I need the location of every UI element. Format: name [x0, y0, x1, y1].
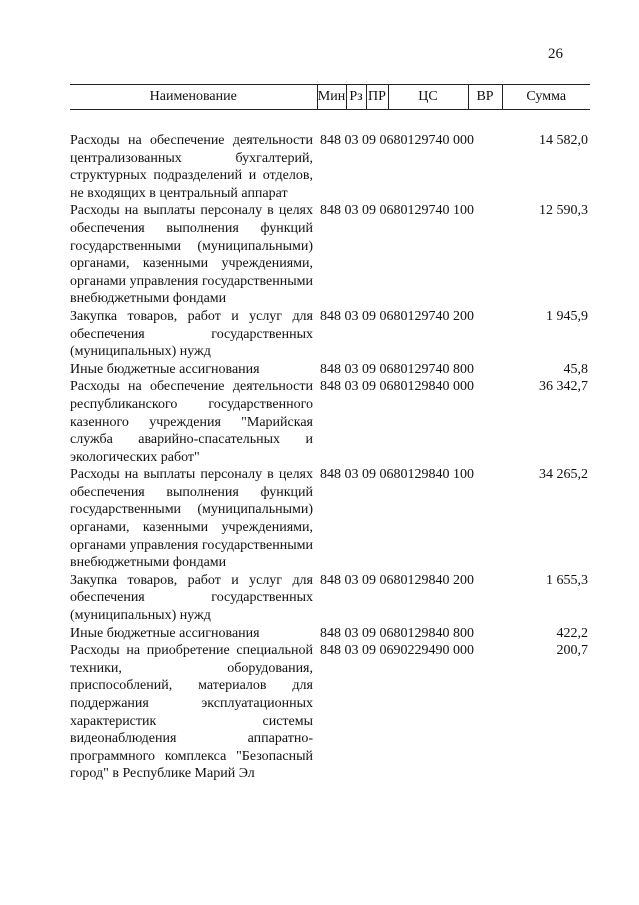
row-rz: 03	[344, 572, 359, 588]
row-sum: 1 945,9	[546, 308, 588, 324]
row-vr: 200	[453, 308, 474, 324]
row-cs: 0690229490	[379, 643, 450, 659]
row-name: Расходы на выплаты персоналу в целях обеспечения выполнения функций государственными (муниципальными) органами, казенными учреждениями, органами управления государственными внебюджетными фондами	[70, 467, 313, 571]
row-codes	[317, 572, 502, 625]
row-name: Иные бюджетные ассигнования	[70, 625, 260, 641]
budget-table	[70, 84, 590, 783]
row-sum: 14 582,0	[539, 133, 588, 148]
row-name: Расходы на приобретение специальной техники, оборудования, приспособлений, материалов для поддержания эксплуатационных характеристик системы видеонаблюдения аппаратно-программного комплекса "Безопасный город" в Республике Марий Эл	[70, 643, 313, 782]
row-codes	[317, 361, 502, 379]
row-sum: 422,2	[556, 625, 588, 641]
header-pr: ПР	[366, 85, 388, 110]
row-cs: 0680129740	[379, 308, 450, 324]
row-cs: 0680129840	[379, 379, 450, 395]
row-min: 848	[320, 133, 341, 148]
row-vr: 800	[453, 361, 474, 377]
row-rz: 03	[344, 361, 359, 377]
row-min: 848	[320, 572, 341, 588]
row-sum: 1 655,3	[546, 572, 588, 588]
row-rz: 03	[344, 625, 359, 641]
row-pr: 09	[362, 625, 376, 641]
row-cs: 0680129840	[379, 625, 450, 641]
row-vr: 100	[453, 467, 474, 483]
row-rz: 03	[344, 308, 359, 324]
row-codes	[317, 132, 502, 202]
row-min: 848	[320, 643, 341, 659]
row-name: Закупка товаров, работ и услуг для обеспечения государственных (муниципальных) нужд	[70, 572, 313, 624]
table-row	[70, 572, 590, 625]
row-pr: 09	[362, 133, 376, 148]
row-pr: 09	[362, 379, 376, 395]
row-sum: 200,7	[556, 643, 588, 659]
row-min: 848	[320, 379, 341, 395]
row-pr: 09	[362, 203, 376, 219]
row-sum: 12 590,3	[539, 203, 588, 219]
row-codes	[317, 378, 502, 466]
row-rz: 03	[344, 467, 359, 483]
row-cs: 0680129840	[379, 467, 450, 483]
table-spacer-row	[70, 110, 590, 133]
row-min: 848	[320, 361, 341, 377]
row-codes	[317, 202, 502, 308]
row-rz: 03	[344, 643, 359, 659]
header-vr: ВР	[468, 85, 502, 110]
row-min: 848	[320, 308, 341, 324]
row-min: 848	[320, 203, 341, 219]
row-name: Расходы на выплаты персоналу в целях обеспечения выполнения функций государственными (муниципальными) органами, казенными учреждениями, органами управления государственными внебюджетными фондами	[70, 203, 313, 307]
row-name: Иные бюджетные ассигнования	[70, 361, 260, 377]
row-pr: 09	[362, 308, 376, 324]
row-vr: 000	[453, 133, 474, 148]
table-header-row	[70, 85, 590, 110]
header-min: Мин	[317, 85, 346, 110]
row-sum: 36 342,7	[539, 379, 588, 395]
row-name: Расходы на обеспечение деятельности централизованных бухгалтерий, структурных подразделений и отделов, не входящих в центральный аппарат	[70, 133, 313, 201]
table-row	[70, 361, 590, 379]
row-pr: 09	[362, 572, 376, 588]
row-rz: 03	[344, 203, 359, 219]
row-pr: 09	[362, 361, 376, 377]
row-vr: 200	[453, 572, 474, 588]
row-codes	[317, 308, 502, 361]
row-codes	[317, 625, 502, 643]
row-vr: 000	[453, 643, 474, 659]
row-rz: 03	[344, 379, 359, 395]
row-name: Закупка товаров, работ и услуг для обеспечения государственных (муниципальных) нужд	[70, 308, 313, 360]
row-vr: 800	[453, 625, 474, 641]
table-row	[70, 642, 590, 783]
row-vr: 000	[453, 379, 474, 395]
table-row	[70, 378, 590, 466]
row-cs: 0680129840	[379, 572, 450, 588]
row-cs: 0680129740	[379, 203, 450, 219]
row-pr: 09	[362, 643, 376, 659]
header-name: Наименование	[70, 85, 317, 110]
table-row	[70, 466, 590, 572]
row-codes	[317, 642, 502, 783]
row-rz: 03	[344, 133, 359, 148]
header-sum: Сумма	[502, 85, 590, 110]
row-vr: 100	[453, 203, 474, 219]
table-row	[70, 308, 590, 361]
row-codes	[317, 466, 502, 572]
page-number: 26	[548, 46, 563, 62]
row-cs: 0680129740	[379, 133, 450, 148]
row-min: 848	[320, 467, 341, 483]
row-pr: 09	[362, 467, 376, 483]
row-min: 848	[320, 625, 341, 641]
table-row	[70, 625, 590, 643]
row-sum: 34 265,2	[539, 467, 588, 483]
row-sum: 45,8	[563, 361, 588, 377]
table-row	[70, 132, 590, 202]
row-name: Расходы на обеспечение деятельности республиканского государственного казенного учреждения "Марийская служба аварийно-спасательных и экологических работ"	[70, 379, 313, 465]
header-rz: Рз	[346, 85, 366, 110]
header-cs: ЦС	[388, 85, 468, 110]
table-row	[70, 202, 590, 308]
row-cs: 0680129740	[379, 361, 450, 377]
